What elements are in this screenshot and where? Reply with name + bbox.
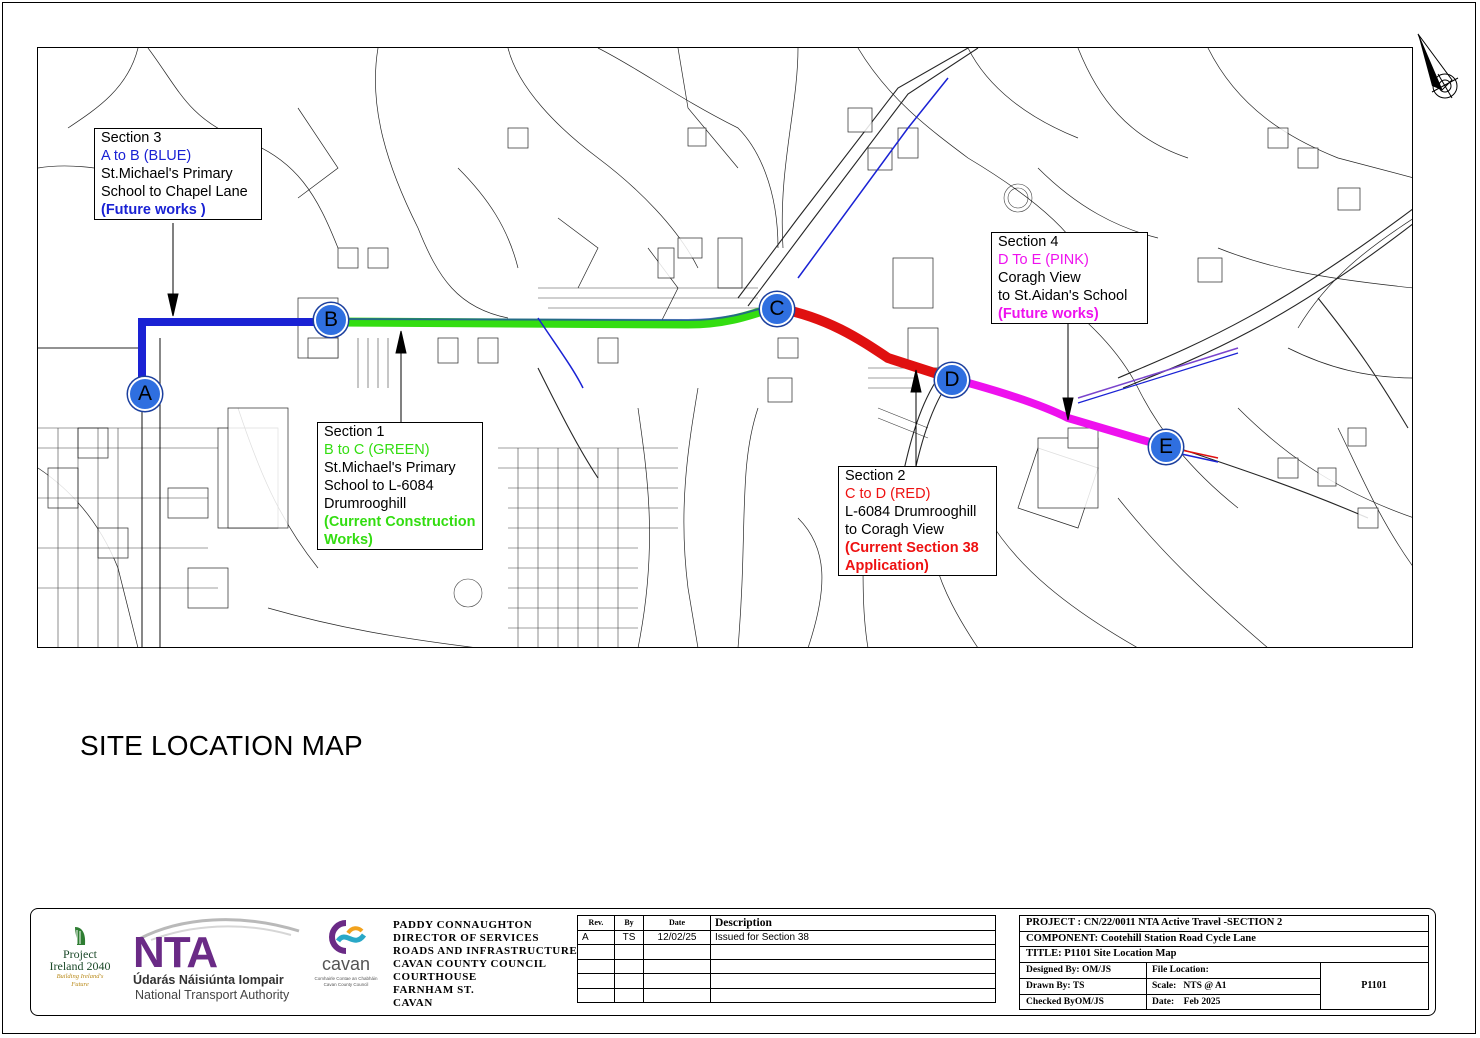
section-1-desc2: School to L-6084 xyxy=(324,478,434,494)
signoff-block xyxy=(1020,963,1428,1009)
designed-value: OM/JS xyxy=(1081,964,1111,975)
cavan-wave-icon xyxy=(324,919,368,955)
revision-row xyxy=(578,945,996,960)
file-label: File Location: xyxy=(1152,964,1209,975)
date-cell xyxy=(644,974,711,989)
nta-mark: NTA xyxy=(133,928,218,977)
council-address xyxy=(393,919,577,1010)
section-3-status: (Future works ) xyxy=(101,202,206,218)
revision-header-row xyxy=(578,916,996,931)
title-row xyxy=(1020,947,1428,963)
section-1-status1: (Current Construction xyxy=(324,514,476,530)
section-2-status2: Application) xyxy=(845,558,929,574)
description-cell xyxy=(711,988,996,1003)
cavan-name: cavan xyxy=(321,954,371,974)
designed-row xyxy=(1020,963,1146,979)
scale-value: NTS @ A1 xyxy=(1183,980,1227,991)
date-cell: 12/02/25 xyxy=(644,930,711,945)
date-value: Feb 2025 xyxy=(1183,996,1221,1007)
section-3-desc2: School to Chapel Lane xyxy=(101,184,248,200)
callout-section-2 xyxy=(838,466,997,576)
address-line: DIRECTOR OF SERVICES xyxy=(393,932,540,944)
revision-row xyxy=(578,974,996,989)
revision-row xyxy=(578,988,996,1003)
scale-row xyxy=(1146,979,1320,995)
description-cell xyxy=(711,945,996,960)
address-line: CAVAN COUNTY COUNCIL xyxy=(393,958,547,970)
section-4-heading: Section 4 xyxy=(998,234,1059,250)
description-cell xyxy=(711,974,996,989)
title-block xyxy=(30,908,1436,1016)
address-line: CAVAN xyxy=(393,997,433,1009)
marker-c[interactable]: C xyxy=(760,292,794,326)
by-cell xyxy=(615,945,644,960)
title-value: P1101 Site Location Map xyxy=(1064,948,1177,959)
section-4-status: (Future works) xyxy=(998,306,1099,322)
description-cell xyxy=(711,959,996,974)
nta-irish-name: Údarás Náisiúnta Iompair xyxy=(133,973,284,987)
harp-icon xyxy=(72,925,88,947)
marker-b[interactable]: B xyxy=(314,303,348,337)
by-cell: TS xyxy=(615,930,644,945)
project-label: PROJECT : xyxy=(1026,917,1081,928)
section-1-status2: Works) xyxy=(324,532,373,548)
rev-cell xyxy=(578,974,615,989)
address-line: ROADS AND INFRASTRUCTURE xyxy=(393,945,578,957)
project-ireland-logo xyxy=(45,925,115,989)
by-cell xyxy=(615,974,644,989)
section-3-desc1: St.Michael's Primary xyxy=(101,166,233,182)
description-cell: Issued for Section 38 xyxy=(711,930,996,945)
date-cell xyxy=(644,959,711,974)
cavan-sub2: Cavan County Council xyxy=(323,982,369,987)
component-label: COMPONENT: xyxy=(1026,932,1099,944)
by-cell xyxy=(615,959,644,974)
scale-label: Scale: xyxy=(1152,980,1177,991)
section-3-route: A to B (BLUE) xyxy=(101,148,192,164)
by-header: By xyxy=(615,916,644,931)
checked-label: Checked By xyxy=(1026,996,1075,1007)
callout-section-1 xyxy=(317,422,483,550)
cavan-logo xyxy=(309,919,383,988)
north-arrow-icon xyxy=(1412,30,1466,102)
section-4-desc1: Coragh View xyxy=(998,270,1081,286)
rev-cell: A xyxy=(578,930,615,945)
by-cell xyxy=(615,988,644,1003)
drawn-row xyxy=(1020,979,1146,995)
section-1-heading: Section 1 xyxy=(324,424,385,440)
project-info-block xyxy=(1019,915,1429,1010)
file-row xyxy=(1146,963,1320,979)
project-ireland-line2: Ireland 2040 xyxy=(49,959,111,973)
project-value: CN/22/0011 NTA Active Travel -SECTION 2 xyxy=(1083,917,1283,928)
section-2-heading: Section 2 xyxy=(845,468,906,484)
date-cell xyxy=(644,945,711,960)
marker-e[interactable]: E xyxy=(1149,430,1183,464)
signoff-middle xyxy=(1146,963,1321,1009)
signoff-left xyxy=(1020,963,1147,1009)
section-2-desc2: to Coragh View xyxy=(845,522,944,538)
address-line: FARNHAM ST. xyxy=(393,984,475,996)
section-2-desc1: L-6084 Drumrooghill xyxy=(845,504,977,520)
section-2-status1: (Current Section 38 xyxy=(845,540,979,556)
section-3-heading: Section 3 xyxy=(101,130,162,146)
component-row xyxy=(1020,932,1428,948)
rev-header: Rev. xyxy=(578,916,615,931)
nta-english-name: National Transport Authority xyxy=(135,988,290,1002)
rev-cell xyxy=(578,959,615,974)
project-ireland-line1: Project xyxy=(63,947,97,961)
site-map[interactable] xyxy=(37,47,1413,648)
address-line: PADDY CONNAUGHTON xyxy=(393,919,533,931)
cavan-sub1: Comhairle Contae an Chabháin xyxy=(314,976,378,981)
drawing-number: P1101 xyxy=(1361,979,1387,991)
description-header: Description xyxy=(711,916,996,931)
callout-section-3 xyxy=(94,128,262,220)
date-label: Date: xyxy=(1152,996,1175,1007)
revision-row xyxy=(578,930,996,945)
checked-value: OM/JS xyxy=(1074,996,1104,1007)
rev-cell xyxy=(578,988,615,1003)
date-header: Date xyxy=(644,916,711,931)
section-1-desc1: St.Michael's Primary xyxy=(324,460,456,476)
date-cell xyxy=(644,988,711,1003)
address-line: COURTHOUSE xyxy=(393,971,477,983)
marker-a[interactable]: A xyxy=(128,377,162,411)
rev-cell xyxy=(578,945,615,960)
designed-label: Designed By: xyxy=(1026,964,1080,975)
drawn-value: TS xyxy=(1072,980,1085,991)
title-label: TITLE: xyxy=(1026,948,1062,959)
nta-logo xyxy=(131,915,301,1003)
marker-d[interactable]: D xyxy=(935,363,969,397)
project-row xyxy=(1020,916,1428,932)
checked-row xyxy=(1020,995,1146,1010)
revision-row xyxy=(578,959,996,974)
section-1-route: B to C (GREEN) xyxy=(324,442,430,458)
section-4-desc2: to St.Aidan's School xyxy=(998,288,1128,304)
component-value: Cootehill Station Road Cycle Lane xyxy=(1100,932,1256,944)
project-ireland-tagline1: Building Ireland's xyxy=(56,973,104,980)
section-4-route: D To E (PINK) xyxy=(998,252,1089,268)
callout-section-4 xyxy=(991,232,1148,324)
date-row xyxy=(1146,995,1320,1010)
drawn-label: Drawn By: xyxy=(1026,980,1071,991)
revision-table xyxy=(577,915,996,1003)
map-title: SITE LOCATION MAP xyxy=(80,730,363,761)
project-ireland-tagline2: Future xyxy=(71,981,89,988)
section-1-desc3: Drumrooghill xyxy=(324,496,407,512)
section-2-route: C to D (RED) xyxy=(845,486,931,502)
